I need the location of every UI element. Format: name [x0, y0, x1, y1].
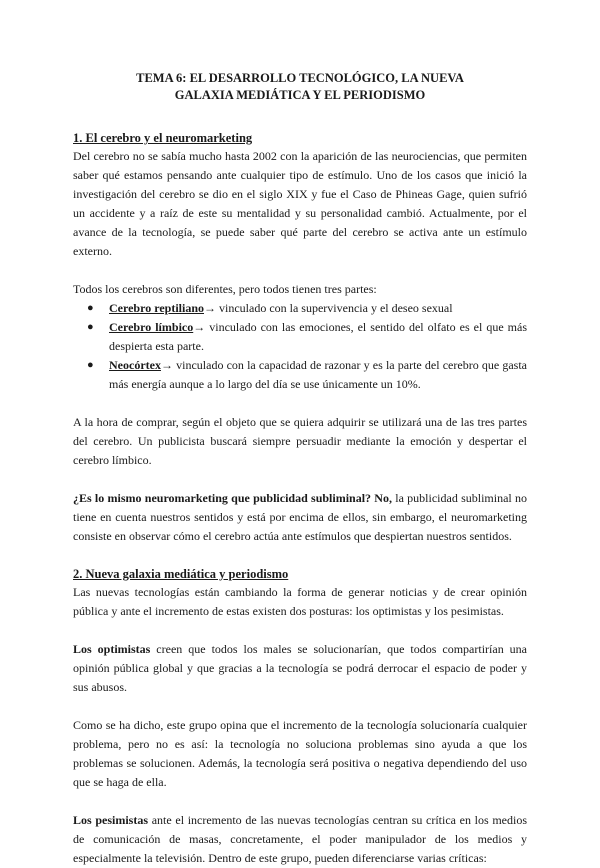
pessimists-label: Los pesimistas	[73, 813, 149, 827]
section-2-paragraph-2	[73, 640, 527, 697]
bullet-icon: ●	[87, 321, 94, 333]
subliminal-answer: la publicidad subliminal no tiene en cuenta nuestros sentidos y está por encima de ellos, sin embargo, el neuromarketing consiste en observar cómo el cerebro actúa ante estímulos que despiertan nuestros sentidos.	[73, 491, 527, 543]
section-1-paragraph-1: Del cerebro no se sabía mucho hasta 2002 con la aparición de las neurociencias, que permiten saber qué estamos pensando ante cualquier tipo de estímulo. Uno de los casos que inició la investigación del cerebro se dio en el siglo XIX y fue el Caso de Phineas Gage, quien sufrió un accidente y a raíz de este su mentalidad y su personalidad cambió. Actualmente, por el avance de la tecnología, se puede saber qué parte del cerebro se activa ante un estímulo externo.	[73, 149, 527, 258]
list-item	[87, 356, 527, 394]
document-title: TEMA 6: EL DESARROLLO TECNOLÓGICO, LA NUEVA GALAXIA MEDIÁTICA Y EL PERIODISMO	[136, 71, 464, 102]
brain-parts-list	[73, 299, 527, 394]
section-1-paragraph-4	[73, 489, 527, 546]
section-2-paragraph-1: Las nuevas tecnologías están cambiando la forma de generar noticias y de crear opinión pública y ante el incremento de estas existen dos posturas: los optimistas y los pesimistas.	[73, 585, 527, 618]
pessimists-text: ante el incremento de las nuevas tecnologías centran su crítica en los medios de comunicación de masas, concretamente, el poder manipulador de los medios y especialmente la televisión. Dentro de este grupo, pueden diferenciarse varias críticas:	[73, 813, 528, 865]
list-item-term: Cerebro límbico	[109, 320, 194, 334]
list-item-text: → vinculado con la capacidad de razonar y es la parte del cerebro que gasta más energía aunque a lo largo del día se use únicamente un 10%.	[109, 358, 527, 391]
section-1-paragraph-3: A la hora de comprar, según el objeto que se quiera adquirir se utilizará una de las tres partes del cerebro. Un publicista buscará siempre persuadir mediante la emoción y despertar el cerebro límbico.	[73, 415, 527, 467]
bullet-icon: ●	[87, 302, 94, 314]
bullet-icon: ●	[87, 359, 94, 371]
section-1-paragraph-2: Todos los cerebros son diferentes, pero todos tienen tres partes:	[73, 282, 377, 296]
section-2-paragraph-3: Como se ha dicho, este grupo opina que el incremento de la tecnología solucionaría cualquier problema, pero no es así: la tecnología no soluciona problemas sino ayuda a que los problemas se solucionen. Además, la tecnología será positiva o negativa dependiendo del uso que se haga de ella.	[73, 718, 527, 789]
list-item-text: → vinculado con la supervivencia y el deseo sexual	[204, 301, 453, 315]
section-1-heading: 1. El cerebro y el neuromarketing	[73, 131, 253, 145]
section-2-heading: 2. Nueva galaxia mediática y periodismo	[73, 567, 289, 581]
list-item-text: → vinculado con las emociones, el sentido del olfato es el que más despierta esta parte.	[109, 320, 527, 353]
section-2-paragraph-4	[73, 811, 527, 868]
optimists-label: Los optimistas	[73, 642, 151, 656]
list-item-term: Cerebro reptiliano	[109, 301, 204, 315]
list-item	[87, 299, 527, 318]
optimists-text: creen que todos los males se solucionarían, que todos compartirían una opinión pública global y que gracias a la tecnología se podrá derrocar el espacio de poder y sus abusos.	[73, 642, 528, 694]
list-item-term: Neocórtex	[109, 358, 161, 372]
subliminal-question: ¿Es lo mismo neuromarketing que publicidad subliminal? No,	[73, 491, 392, 505]
list-item	[87, 318, 527, 356]
